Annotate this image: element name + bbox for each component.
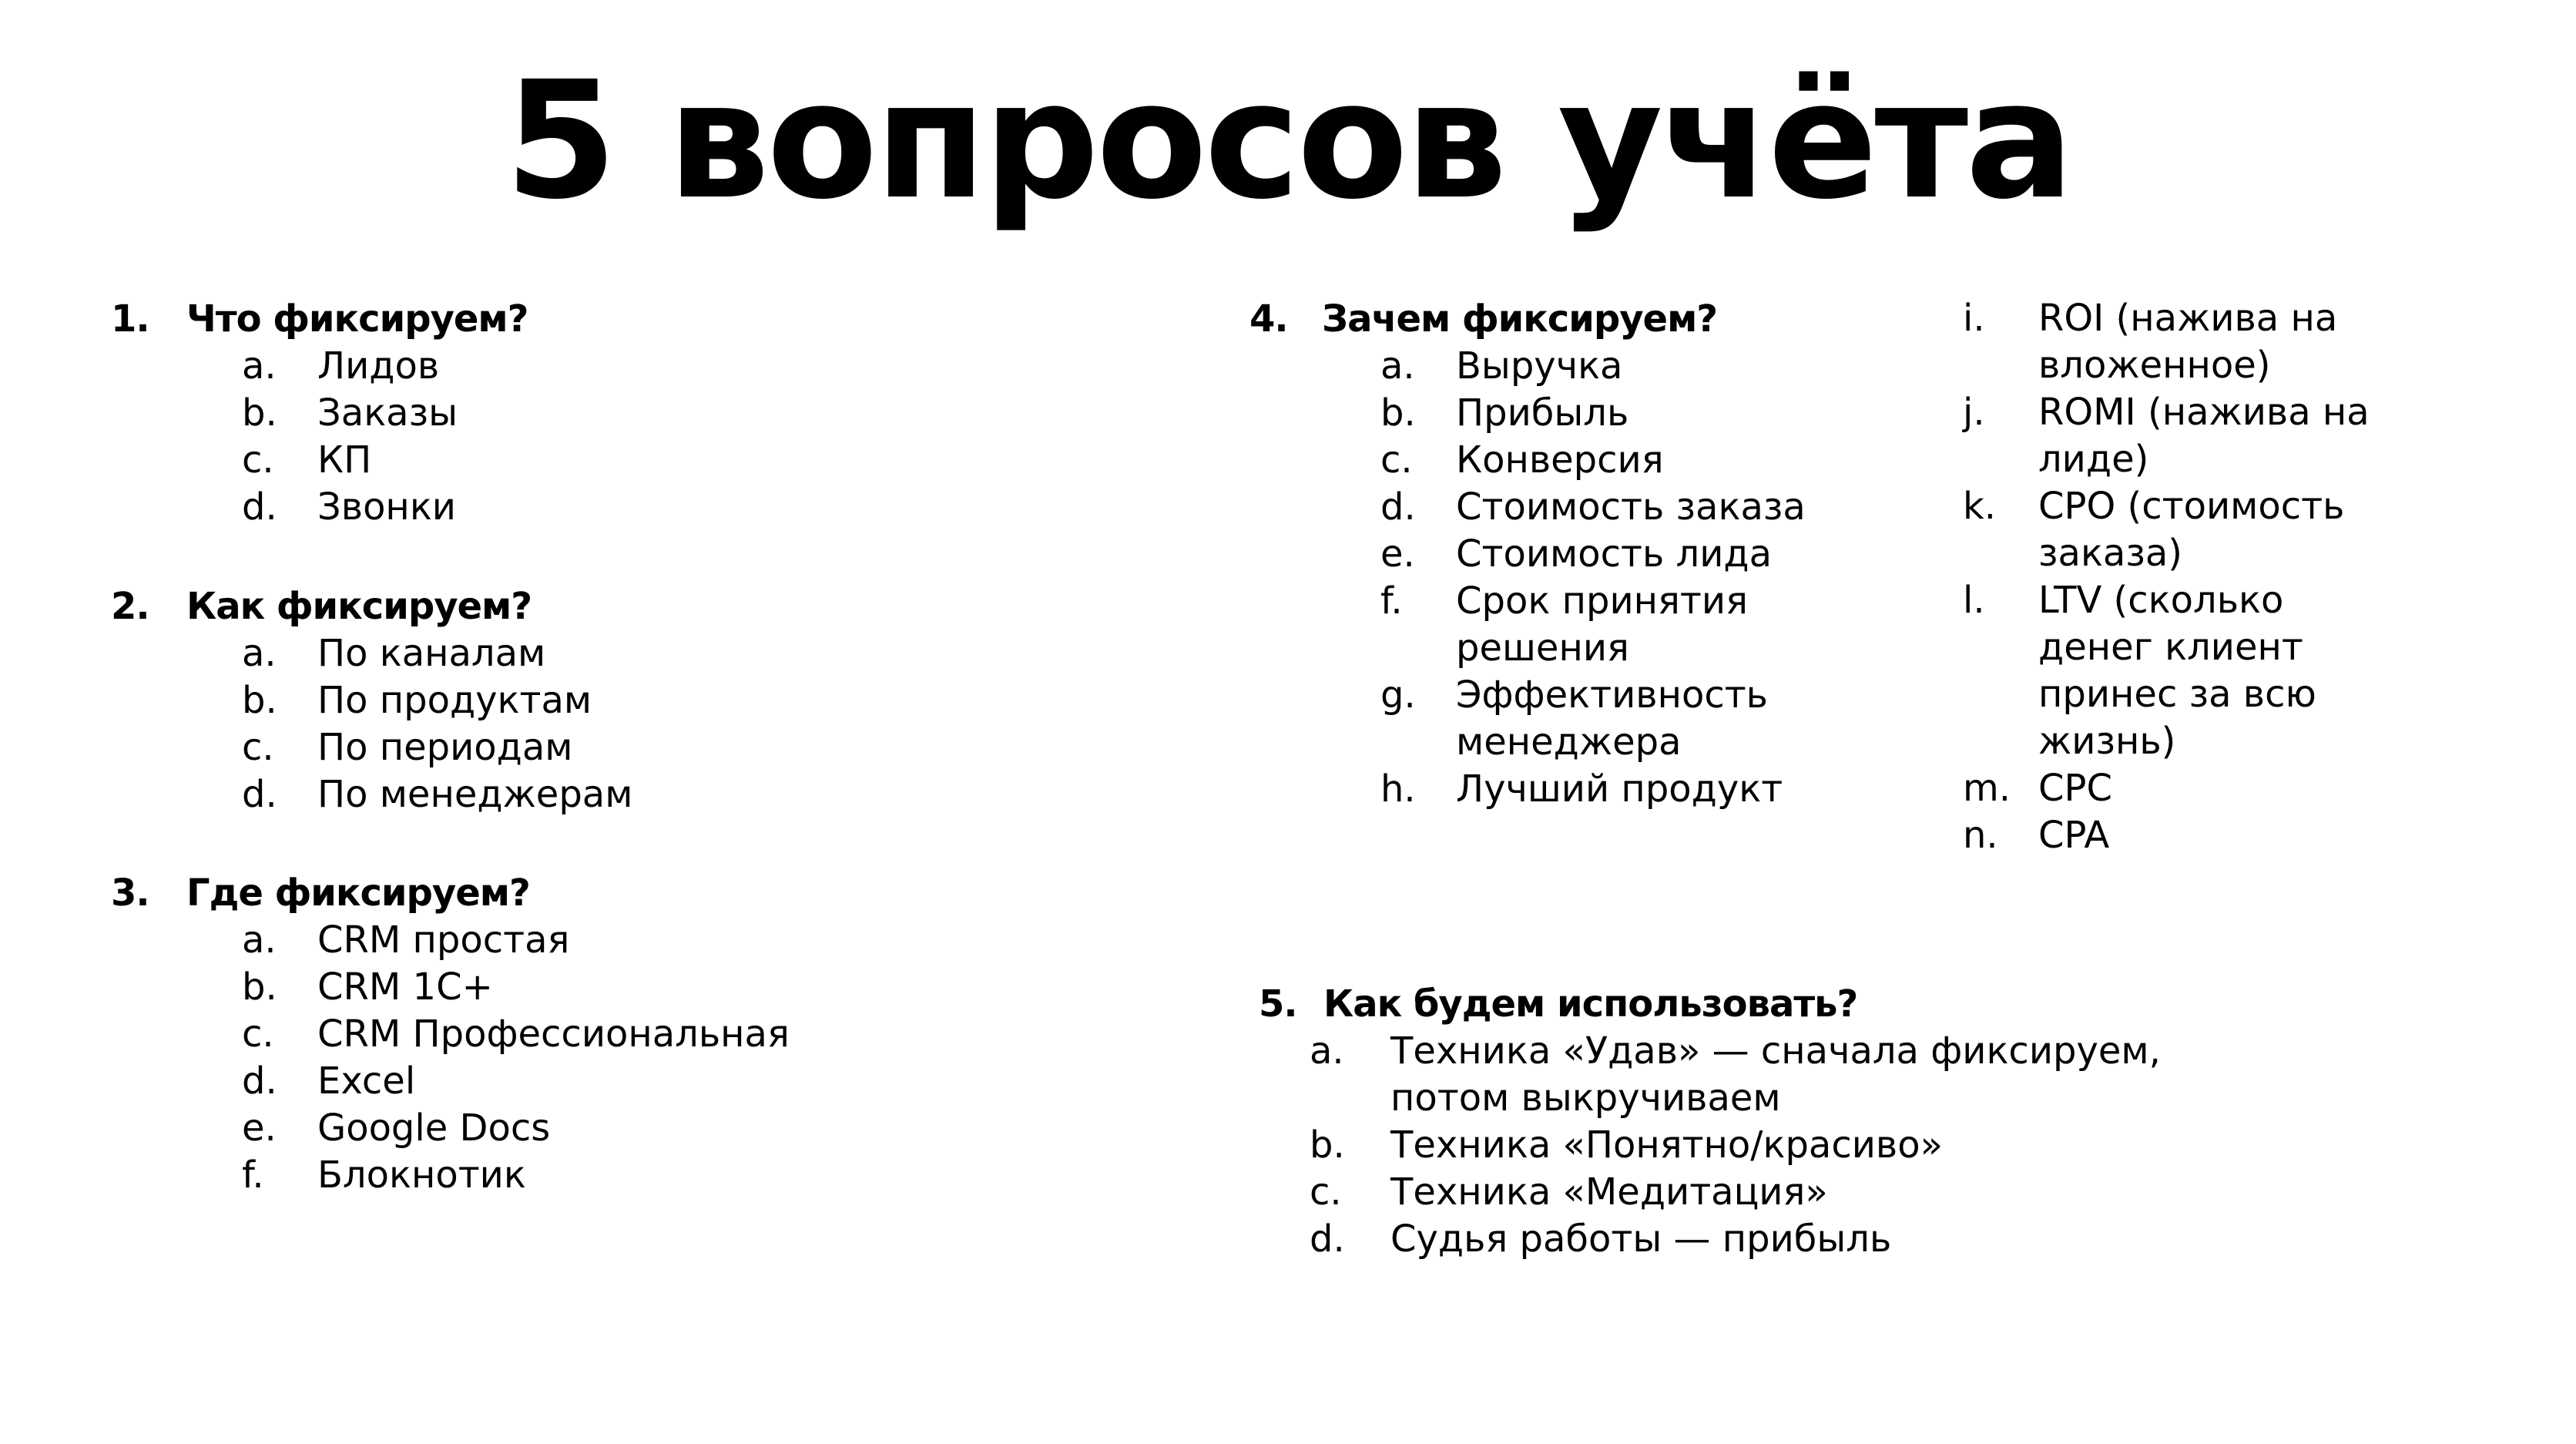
- item-text: Google Docs: [317, 1107, 551, 1150]
- item-letter: c.: [242, 438, 274, 482]
- list-item: [242, 771, 632, 818]
- list-item: [242, 1105, 790, 1152]
- question-heading: [1249, 295, 1835, 343]
- item-letter: d.: [242, 773, 277, 816]
- list-item: [1310, 1216, 2388, 1263]
- question-text: Как будем использовать?: [1323, 982, 1858, 1026]
- item-text: Звонки: [317, 485, 456, 529]
- list-item: [1963, 765, 2394, 812]
- item-letter: d.: [1380, 485, 1416, 529]
- item-letter: e.: [1380, 532, 1415, 576]
- item-letter: a.: [242, 918, 277, 962]
- item-text: Стоимость заказа: [1456, 485, 1806, 529]
- list-item: [1963, 295, 2394, 389]
- item-text: CPA: [2038, 814, 2110, 857]
- answer-list: [1380, 343, 1966, 813]
- list-item: [1380, 766, 1966, 813]
- list-item: [242, 630, 632, 677]
- list-item: [242, 1011, 790, 1058]
- item-text: Блокнотик: [317, 1154, 526, 1197]
- item-text: Техника «Понятно/красиво»: [1390, 1123, 1943, 1167]
- item-text: Excel: [317, 1059, 416, 1103]
- item-letter: c.: [242, 1012, 274, 1056]
- item-letter: g.: [1380, 673, 1416, 717]
- item-letter: c.: [1310, 1170, 1342, 1214]
- list-item: [242, 484, 458, 531]
- item-text: ROMI (нажива на лиде): [2038, 391, 2370, 481]
- list-item: [1380, 672, 1966, 766]
- list-item: [1380, 531, 1966, 578]
- list-item: [1380, 390, 1966, 437]
- list-item: [242, 724, 632, 771]
- item-text: По периодам: [317, 726, 573, 769]
- item-letter: f.: [1380, 579, 1403, 623]
- item-letter: h.: [1380, 767, 1416, 811]
- list-item: [242, 1152, 790, 1199]
- list-item: [1380, 343, 1966, 390]
- item-letter: f.: [242, 1154, 264, 1197]
- item-text: По менеджерам: [317, 773, 633, 816]
- list-item: [1380, 484, 1966, 531]
- item-text: Конверсия: [1456, 438, 1664, 482]
- item-letter: c.: [1380, 438, 1413, 482]
- question-heading: [111, 869, 659, 917]
- question-2: [111, 583, 633, 818]
- item-text: Стоимость лида: [1456, 532, 1772, 576]
- item-letter: b.: [242, 391, 277, 435]
- list-item: [1310, 1169, 2388, 1216]
- item-text: CRM 1C+: [317, 965, 493, 1009]
- item-text: Лидов: [317, 344, 440, 388]
- item-text: Техника «Удав» — сначала фиксируем, потом выкручиваем: [1390, 1029, 2161, 1120]
- question-number: 4.: [1249, 297, 1288, 341]
- item-letter: b.: [242, 965, 277, 1009]
- item-letter: a.: [242, 344, 277, 388]
- question-5: [1259, 980, 2337, 1263]
- question-number: 5.: [1259, 982, 1297, 1026]
- list-item: [1963, 483, 2394, 577]
- answer-list: [242, 343, 458, 531]
- item-letter: a.: [1380, 344, 1415, 388]
- answer-list: [242, 630, 632, 818]
- item-text: ROI (нажива на вложенное): [2038, 297, 2338, 387]
- item-text: Эффективность менеджера: [1456, 673, 1768, 764]
- question-1: [111, 295, 528, 531]
- item-letter: a.: [1310, 1029, 1344, 1073]
- list-item: [1963, 389, 2394, 483]
- question-3: [111, 869, 790, 1199]
- item-letter: i.: [1963, 297, 1985, 340]
- answer-list: [1310, 1028, 2388, 1263]
- question-text: Зачем фиксируем?: [1322, 297, 1718, 341]
- item-letter: e.: [242, 1107, 277, 1150]
- list-item: [242, 390, 458, 437]
- list-item: [1310, 1122, 2388, 1169]
- question-number: 2.: [111, 585, 149, 628]
- item-letter: j.: [1963, 391, 1985, 434]
- item-text: LTV (сколько денег клиент принес за всю жизнь): [2038, 579, 2316, 763]
- item-text: По продуктам: [317, 679, 592, 722]
- question-number: 1.: [111, 297, 149, 341]
- item-letter: l.: [1963, 579, 1985, 622]
- list-item: [1963, 577, 2394, 765]
- item-letter: k.: [1963, 485, 1997, 528]
- item-text: Прибыль: [1456, 391, 1629, 435]
- question-heading: [111, 583, 532, 630]
- page-title: 5 вопросов учёта: [505, 46, 2071, 235]
- question-text: Что фиксируем?: [186, 297, 528, 341]
- list-item: [242, 437, 458, 484]
- item-text: Техника «Медитация»: [1390, 1170, 1828, 1214]
- list-item: [242, 1058, 790, 1105]
- item-text: По каналам: [317, 632, 546, 675]
- list-item: [1310, 1028, 2388, 1122]
- question-4: [1249, 295, 1835, 813]
- list-item: [242, 343, 458, 390]
- item-letter: b.: [242, 679, 277, 722]
- list-item: [242, 677, 632, 724]
- question-number: 3.: [111, 871, 149, 915]
- item-text: CRM Профессиональная: [317, 1012, 790, 1056]
- item-text: Выручка: [1456, 344, 1623, 388]
- list-item: [1963, 812, 2394, 859]
- question-heading: [111, 295, 528, 343]
- item-text: Судья работы — прибыль: [1390, 1217, 1892, 1261]
- item-letter: d.: [1310, 1217, 1345, 1261]
- question-text: Где фиксируем?: [186, 871, 530, 915]
- item-letter: a.: [242, 632, 277, 675]
- item-text: Лучший продукт: [1456, 767, 1783, 811]
- item-text: КП: [317, 438, 372, 482]
- item-text: Срок принятия решения: [1456, 579, 1748, 670]
- item-text: CPO (стоимость заказа): [2038, 485, 2345, 575]
- item-letter: d.: [242, 1059, 277, 1103]
- list-item: [242, 917, 790, 964]
- question-heading: [1259, 980, 2337, 1028]
- item-text: CPC: [2038, 767, 2112, 810]
- item-letter: c.: [242, 726, 274, 769]
- item-letter: b.: [1310, 1123, 1345, 1167]
- item-text: CRM простая: [317, 918, 570, 962]
- item-letter: d.: [242, 485, 277, 529]
- list-item: [1380, 437, 1966, 484]
- item-letter: n.: [1963, 814, 1998, 857]
- list-item: [1380, 578, 1966, 672]
- list-item: [242, 964, 790, 1011]
- item-letter: m.: [1963, 767, 2011, 810]
- item-letter: b.: [1380, 391, 1416, 435]
- question-text: Как фиксируем?: [186, 585, 532, 628]
- answer-list: [242, 917, 790, 1199]
- item-text: Заказы: [317, 391, 458, 435]
- question-4-continued: [1963, 295, 2394, 859]
- answer-list: [1963, 295, 2394, 859]
